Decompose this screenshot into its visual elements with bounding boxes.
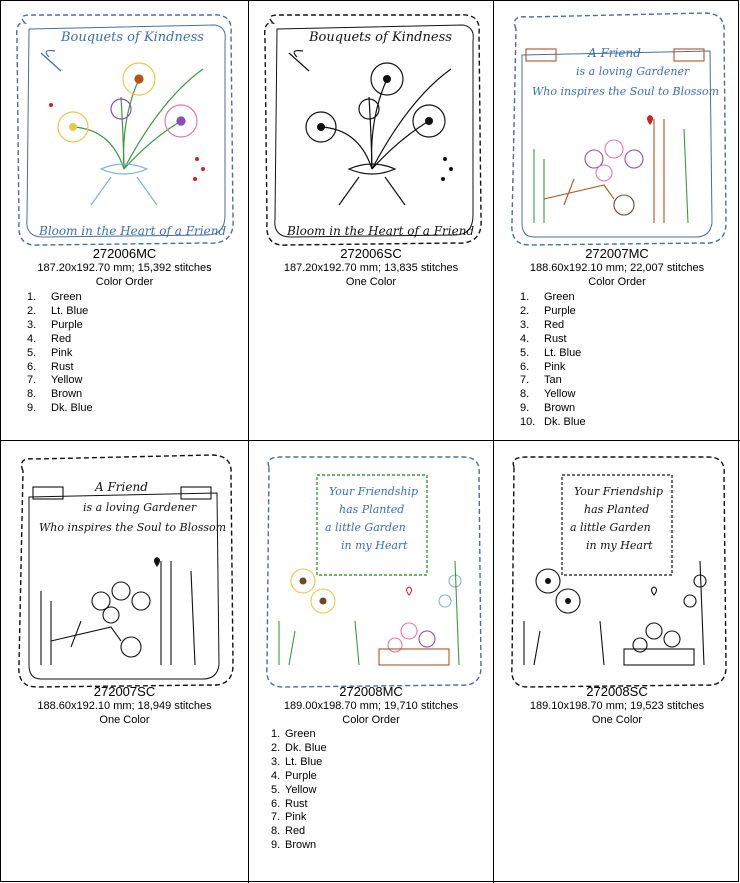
embroidery-preview <box>11 9 237 249</box>
list-item: 9. Brown <box>271 839 317 852</box>
list-item: 6. Rust <box>27 360 74 373</box>
color-order-label: Color Order <box>95 276 154 288</box>
art-title: Bouquets of Kindness <box>61 30 204 45</box>
list-item: 8. Yellow <box>520 388 576 401</box>
design-dimensions: 188.60x192.10 mm; 18,949 stitches <box>37 700 212 712</box>
design-code: 272008SC <box>586 684 648 699</box>
list-item: 5. Lt. Blue <box>520 346 582 359</box>
list-item: 3. Red <box>520 318 565 331</box>
list-item: 6. Rust <box>271 797 308 810</box>
color-order-label: Color Order <box>342 714 400 726</box>
color-note: One Color <box>591 714 643 726</box>
art-line: Who inspires the Soul to Blossom <box>532 85 720 98</box>
list-item: 4. Red <box>27 332 72 345</box>
art-line: in my Heart <box>586 539 653 552</box>
art-line: has Planted <box>584 503 650 516</box>
list-item: 1. Green <box>520 291 575 303</box>
design-card-272007SC[interactable] <box>1 441 249 883</box>
embroidery-preview <box>259 451 485 691</box>
design-code: 272007SC <box>93 684 156 699</box>
color-order-label: Color Order <box>588 276 646 288</box>
design-dimensions: 187.20x192.70 mm; 13,835 stitches <box>283 262 459 274</box>
art-title: A Friend <box>588 46 641 60</box>
list-item: 8. Red <box>271 825 306 838</box>
art-caption: Bloom in the Heart of a Friend <box>287 224 475 238</box>
color-note: One Color <box>345 276 397 288</box>
art-caption: Bloom in the Heart of a Friend <box>39 224 227 238</box>
list-item: 9. Dk. Blue <box>27 402 93 415</box>
color-list <box>27 291 93 416</box>
art-line: in my Heart <box>341 539 408 552</box>
embroidery-preview <box>11 451 237 691</box>
list-item: 7. Pink <box>271 811 307 824</box>
list-item: 6. Pink <box>520 360 566 373</box>
design-code: 272006SC <box>340 246 402 261</box>
design-dimensions: 189.10x198.70 mm; 19,523 stitches <box>529 700 705 712</box>
design-dimensions: 188.60x192.10 mm; 22,007 stitches <box>529 262 705 274</box>
embroidery-preview <box>504 451 730 691</box>
list-item: 3. Lt. Blue <box>271 755 323 768</box>
art-line: is a loving Gardener <box>83 501 197 514</box>
color-list <box>520 291 586 430</box>
design-dimensions: 187.20x192.70 mm; 15,392 stitches <box>37 262 212 274</box>
list-item: 5. Yellow <box>271 783 317 796</box>
design-card-272008SC[interactable] <box>494 441 740 883</box>
art-line: has Planted <box>339 503 405 516</box>
color-list <box>271 728 327 853</box>
art-title: Your Friendship <box>574 485 664 498</box>
color-note: One Color <box>99 714 150 726</box>
art-title: Your Friendship <box>329 485 419 498</box>
list-item: 7. Yellow <box>27 374 83 387</box>
art-line: a little Garden <box>325 521 406 534</box>
art-line: Who inspires the Soul to Blossom <box>39 521 227 534</box>
art-line: is a loving Gardener <box>576 65 690 78</box>
embroidery-preview <box>259 9 485 249</box>
design-card-272006SC[interactable] <box>249 1 494 441</box>
embroidery-preview <box>504 9 730 249</box>
list-item: 1. Green <box>271 728 316 740</box>
list-item: 4. Purple <box>271 769 317 782</box>
design-code: 272007MC <box>585 246 649 261</box>
design-code: 272008MC <box>339 684 403 699</box>
list-item: 2. Dk. Blue <box>271 741 327 754</box>
list-item: 9. Brown <box>520 402 576 415</box>
design-card-272006MC[interactable] <box>1 1 249 441</box>
list-item: 10. Dk. Blue <box>520 416 586 429</box>
design-card-272008MC[interactable] <box>249 441 494 883</box>
art-title: Bouquets of Kindness <box>309 30 452 45</box>
list-item: 7. Tan <box>520 374 562 387</box>
design-card-272007MC[interactable] <box>494 1 740 441</box>
list-item: 1. Green <box>27 291 82 303</box>
list-item: 2. Purple <box>520 304 576 317</box>
list-item: 2. Lt. Blue <box>27 304 89 317</box>
list-item: 5. Pink <box>27 346 73 359</box>
list-item: 4. Rust <box>520 332 567 345</box>
art-line: a little Garden <box>570 521 651 534</box>
design-code: 272006MC <box>92 246 157 261</box>
list-item: 8. Brown <box>27 388 83 401</box>
art-title: A Friend <box>95 480 148 494</box>
design-dimensions: 189.00x198.70 mm; 19,710 stitches <box>283 700 459 712</box>
list-item: 3. Purple <box>27 318 83 331</box>
